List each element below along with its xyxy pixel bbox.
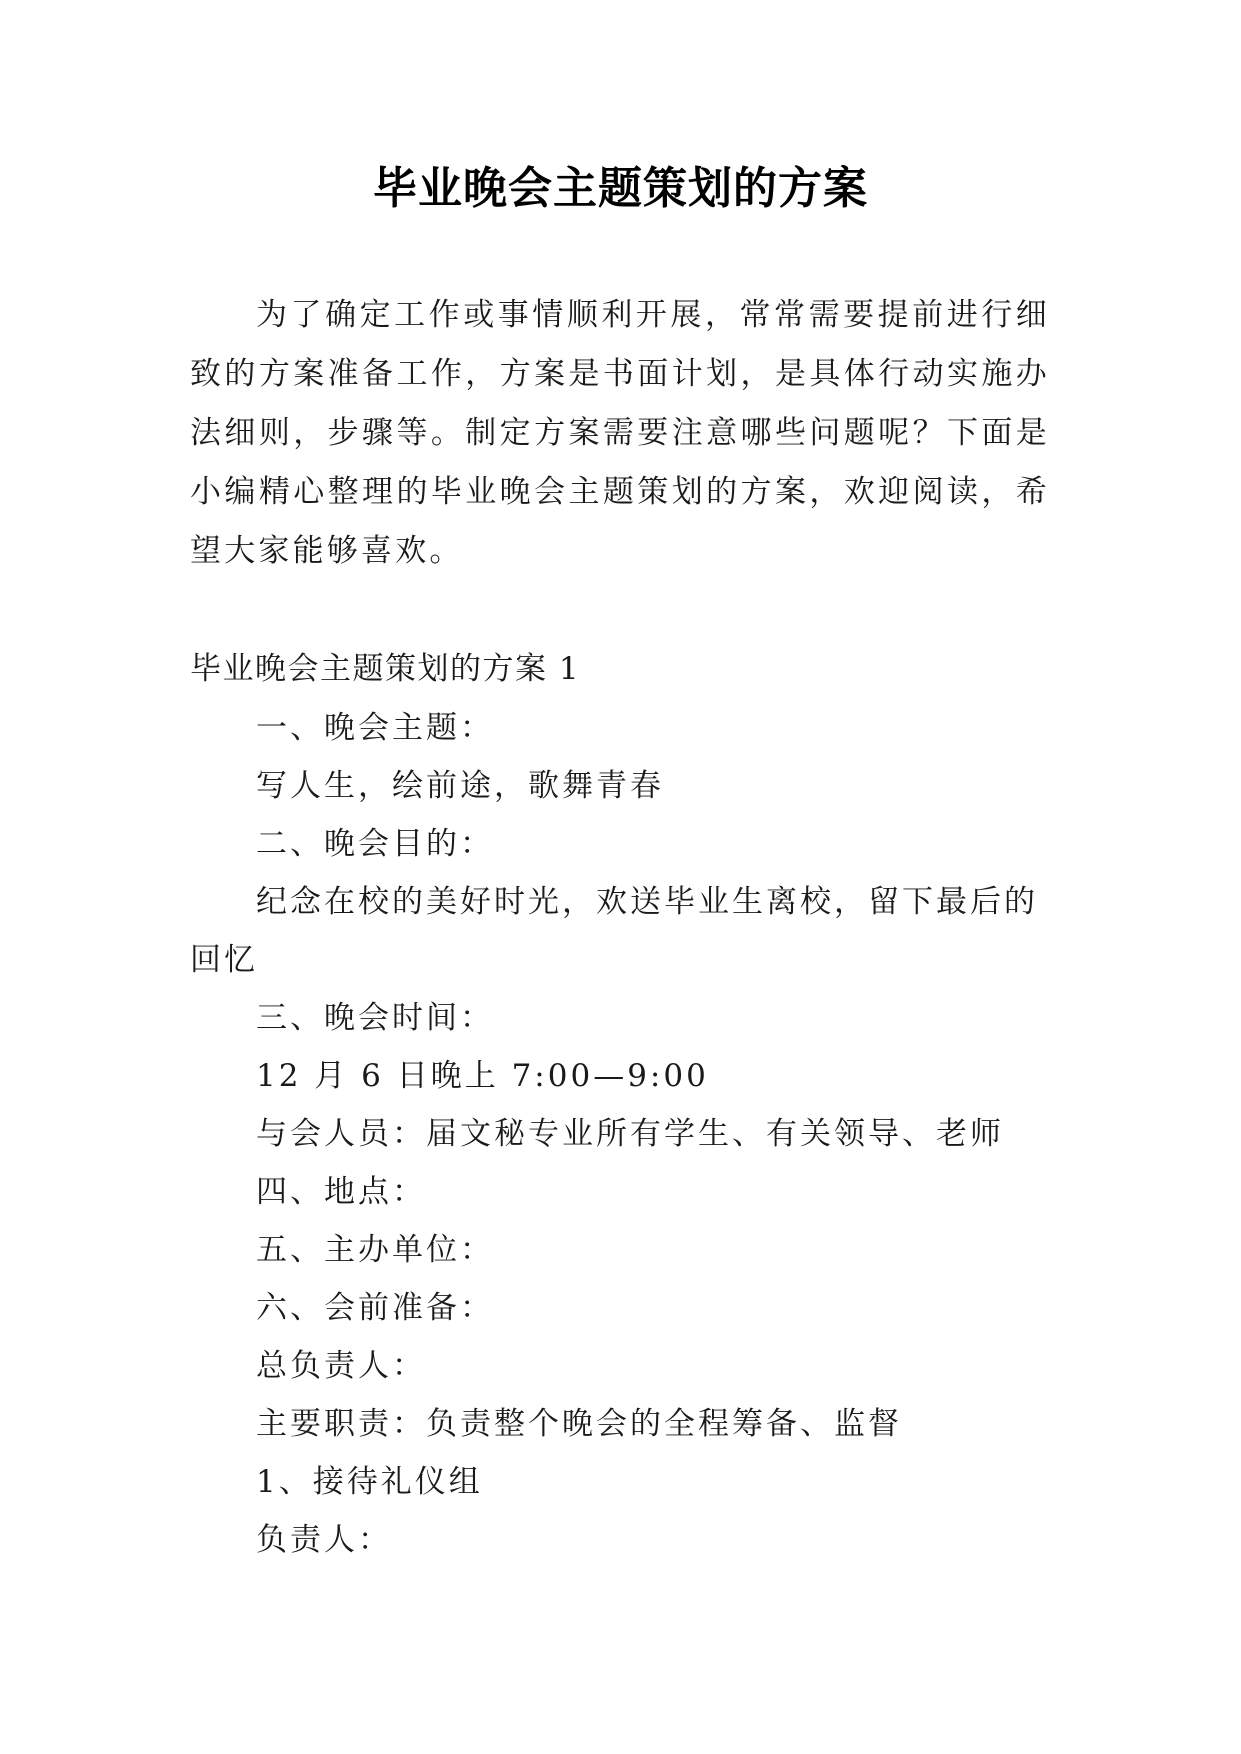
plan-line: 二、晚会目的：: [256, 826, 494, 862]
plan-line: 负责人：: [256, 1522, 392, 1558]
plan-line: 五、主办单位：: [256, 1232, 494, 1268]
plan-line: 与会人员：届文秘专业所有学生、有关领导、老师: [256, 1116, 1004, 1152]
plan-line: 1、接待礼仪组: [256, 1464, 483, 1500]
plan-line: 三、晚会时间：: [256, 1000, 494, 1036]
plan-line: 四、地点：: [256, 1174, 426, 1210]
plan-line: 写人生，绘前途，歌舞青春: [256, 768, 664, 804]
plan-lines: [190, 699, 1050, 1569]
plan-line: 12 月 6 日晚上 7:00—9:00: [256, 1058, 709, 1094]
plan-line: 六、会前准备：: [256, 1290, 494, 1326]
plan-line: 纪念在校的美好时光，欢送毕业生离校，留下最后的回忆: [190, 884, 1038, 978]
plan-line: 主要职责：负责整个晚会的全程筹备、监督: [256, 1406, 902, 1442]
document-title: 毕业晚会主题策划的方案: [373, 163, 868, 214]
intro-paragraph: 为了确定工作或事情顺利开展，常常需要提前进行细致的方案准备工作，方案是书面计划，是具体行动实施办法细则，步骤等。制定方案需要注意哪些问题呢？下面是小编精心整理的毕业晚会主题策划的方案，欢迎阅读，希望大家能够喜欢。: [190, 297, 1050, 569]
plan-line: 总负责人：: [256, 1348, 426, 1384]
plan-line: 一、晚会主题：: [256, 710, 494, 746]
section-heading: 毕业晚会主题策划的方案 1: [190, 651, 581, 687]
